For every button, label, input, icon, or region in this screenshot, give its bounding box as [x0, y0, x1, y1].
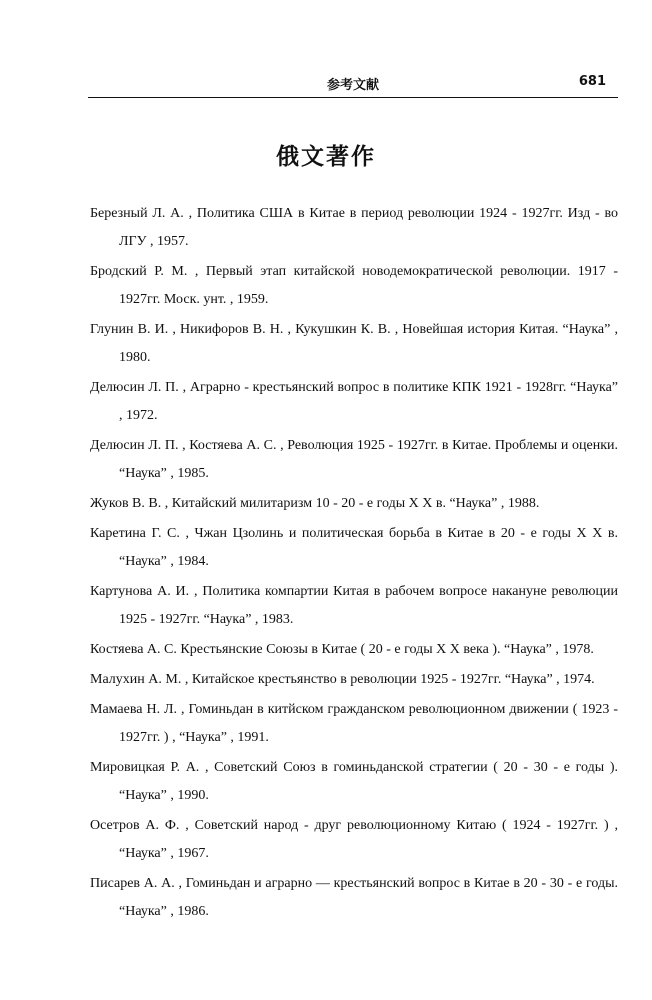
reference-entry: Картунова А. И. , Политика компартии Китая в рабочем вопросе накануне революции 1925 - 1927гг. “Наука” , 1983.	[90, 584, 618, 627]
reference-entry: Костяева А. С. Крестьянские Союзы в Китае ( 20 - е годы Х Х века ). “Наука” , 1978.	[90, 642, 594, 657]
reference-entry: Глунин В. И. , Никифоров В. Н. , Кукушкин К. В. , Новейшая история Китая. “Наука” , 1980.	[90, 322, 618, 365]
reference-entry: Каретина Г. С. , Чжан Цзолинь и политическая борьба в Китае в 20 - е годы Х Х в. “Наука” , 1984.	[90, 526, 618, 569]
reference-entry: Писарев А. А. , Гоминьдан и аграрно — крестьянский вопрос в Китае в 20 - 30 - е годы. “Наука” , 1986.	[90, 876, 618, 919]
section-title: 俄文著作	[276, 144, 376, 170]
running-header	[88, 72, 618, 100]
header-rule	[88, 97, 618, 98]
reference-entry: Делюсин Л. П. , Аграрно - крестьянский вопрос в политике КПК 1921 - 1928гг. “Наука” , 1972.	[90, 380, 618, 423]
reference-entry: Делюсин Л. П. , Костяева А. С. , Революция 1925 - 1927гг. в Китае. Проблемы и оценки. “Наука” , 1985.	[90, 438, 618, 481]
reference-entry: Жуков В. В. , Китайский милитаризм 10 - 20 - е годы Х Х в. “Наука” , 1988.	[90, 496, 540, 511]
page-number: 681	[578, 74, 606, 89]
reference-list	[90, 200, 618, 928]
reference-entry: Малухин А. М. , Китайское крестьянство в революции 1925 - 1927гг. “Наука” , 1974.	[90, 672, 595, 687]
reference-entry: Мамаева Н. Л. , Гоминьдан в китйском гражданском революционном движении ( 1923 - 1927гг. ) , “Наука” , 1991.	[90, 702, 618, 745]
header-title: 参考文献	[326, 78, 379, 93]
reference-entry: Мировицкая Р. А. , Советский Союз в гоминьданской стратегии ( 20 - 30 - е годы ). “Наука” , 1990.	[90, 760, 618, 803]
reference-entry: Бродский Р. М. , Первый этап китайской новодемократической революции. 1917 - 1927гг. Моск. унт. , 1959.	[90, 264, 618, 307]
reference-entry: Осетров А. Ф. , Советский народ - друг революционному Китаю ( 1924 - 1927гг. ) , “Наука” , 1967.	[90, 818, 618, 861]
reference-entry: Березный Л. А. , Политика США в Китае в период революции 1924 - 1927гг. Изд - во ЛГУ , 1957.	[90, 206, 618, 249]
